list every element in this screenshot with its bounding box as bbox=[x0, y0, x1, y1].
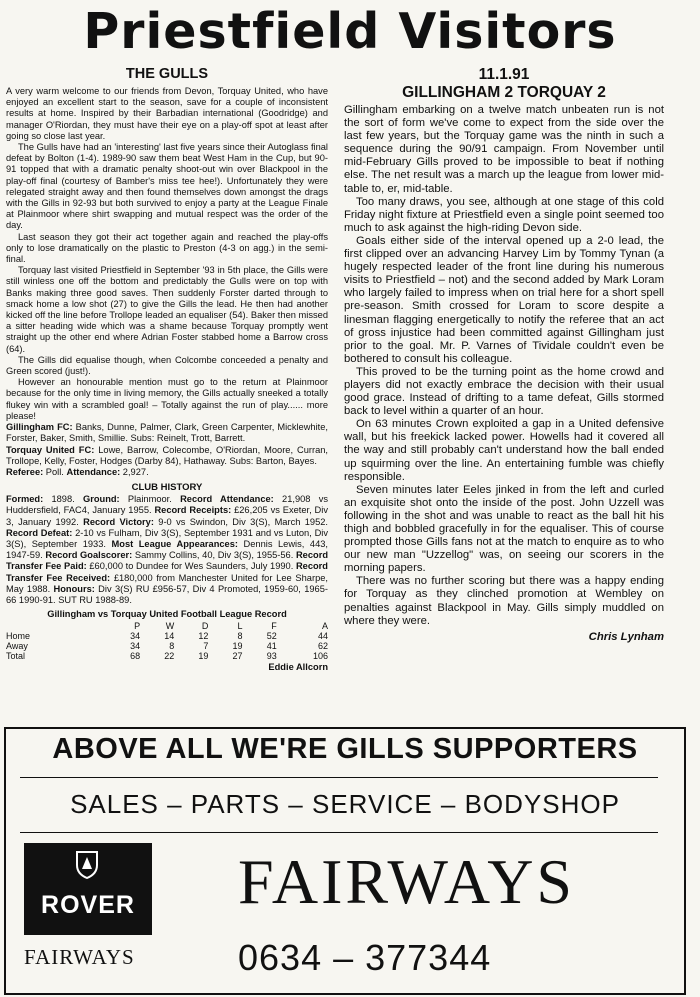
report-paragraph: Goals either side of the interval opened up a 2-0 lead, the first clipped over an advancing Harvey Lim by Tommy Tynan (a hugely respected leader of the front line during his numerous visits to Priestfield – not) and the second added by Mark Loram who largely failed to impress when on trial here for a short spell pre-season. Smith crossed for Loram to score despite a linesman flagging energetically to notify the referee that an act of gross injustice had been committed against Gillingham just prior to the goal. Mr. P. Varnes of Tividale couldn't even be bothered to consult his colleague. bbox=[344, 234, 664, 365]
page-title: Priestfield Visitors bbox=[83, 3, 617, 60]
fairways-small-logo: FAIRWAYS bbox=[24, 945, 135, 969]
gulls-paragraph: The Gulls have had an 'interesting' last five years since their Autoglass final defeat by Bolton (1-4). 1989-90 saw them beat West Ham in the Cup, but 90-91 topped that with a dramatic penalty shoot-out win over Blackpool in the play-off final (courtesy of Bamber's miss tee hee!). Unfortunately they were relegated straight away and then found themselves down amongst the drags with the Gills in 92-93 but both survived to enjoy a party at the League Finale at Plainmoor where shirt swapping and mutual respect was the order of the day. bbox=[6, 142, 328, 231]
match-report bbox=[344, 66, 664, 644]
gulls-heading: THE GULLS bbox=[125, 66, 209, 82]
rover-shield-icon bbox=[74, 849, 100, 879]
report-paragraph: This proved to be the turning point as the home crowd and players did not exactly embrace the decision with their usual good grace. Instead of drifting to a tame defeat, Gills stormed back to level within a quarter of an hour. bbox=[344, 365, 664, 418]
rover-logo bbox=[24, 843, 152, 935]
table-row: Home 34 14 12 8 52 44 bbox=[6, 631, 328, 642]
gulls-paragraph: Torquay last visited Priestfield in September '93 in 5th place, the Gills were still winless one off the bottom and predictably the Gulls were on top with Banks making three good saves. Then suddenly Forster darted through to smack home a low shot (27) to give the Gills the lead. He then had another kicked off the line before Trollope leaded an equaliser (54). Baker then missed a sitter heading wide which was a shame because Torquay promptly went straight up the other end where Adrian Foster stabbed home a Barrow cross (64). bbox=[6, 265, 328, 354]
gulls-paragraph: Last season they got their act together again and reached the play-offs only to lose dramatically on the plastic to Preston (4-3 on agg.) in the semi-final. bbox=[6, 231, 328, 265]
left-author: Eddie Allcorn bbox=[268, 662, 328, 673]
report-paragraph: Too many draws, you see, although at one stage of this cold Friday night fixture at Priestfield even a single point seemed too much to ask against the high-riding Devon side. bbox=[344, 195, 664, 234]
gillingham-team-line: Gillingham FC: Banks, Dunne, Palmer, Clark, Green Carpenter, Micklewhite, Forster, Baker, Smith, Smillie. Subs: Reinelt, Trott, Barrett. bbox=[6, 422, 329, 444]
report-paragraph: Seven minutes later Eeles jinked in from the left and curled an exquisite shot onto the inside of the post. John Uzzell was following in the shot and was unable to react as the ball hit his thigh and bobbled gracefully in for the equaliser. This of course prompted those Gills fans not at the match to enquire as to who our new man "Uzzellog" was, on seeing our scorers in the morning papers. bbox=[344, 483, 664, 575]
report-paragraph: There was no further scoring but there was a happy ending for Torquay as they clinched promotion at Wembley on penalties against Blackpool in May. Gills simply muddled on where they were. bbox=[344, 575, 664, 627]
club-history-text: Formed: 1898. Ground: Plainmoor. Record Attendance: 21,908 vs Huddersfield, FAC4, January 1955. Record Receipts: £26,205 vs Exeter, Div 3, January 1992. Record Victory: 9-0 vs Swindon, Div 3(S), March 1952. Record Defeat: 2-10 vs Fulham, Div 3(S), September 1931 and vs Luton, Div 3(S), September 1933. Most League Appearances: Dennis Lewis, 443, 1947-59. Record Goalscorer: Sammy Collins, 40, Div 3(S), 1955-56. Record Transfer Fee Paid: £60,000 to Dundee for Wes Saunders, July 1990. Record Transfer Fee Received: £180,000 from Manchester United for Lee Sharpe, May 1988. Honours: Div 3(S) RU £956-57, Div 4 Promoted, 1959-60, 1965-66 1990-91. SUT RU 1988-89. bbox=[6, 494, 329, 605]
table-row: Total 68 22 19 27 93 106 bbox=[6, 651, 328, 662]
referee-line: Referee: Poll. Attendance: 2,927. bbox=[6, 466, 149, 477]
advert-headline: ABOVE ALL WE'RE GILLS SUPPORTERS bbox=[52, 733, 638, 765]
advert-services: SALES – PARTS – SERVICE – BODYSHOP bbox=[70, 789, 620, 819]
club-history-heading: CLUB HISTORY bbox=[131, 482, 203, 494]
report-paragraph: Gillingham embarking on a twelve match unbeaten run is not the sort of form we've come to expect from the side over the last few years, but the Torquay game was the ninth in such a sequence during the 90/91 campaign. From November until mid-February Gills proved to be impossible to beat if nothing else. The net result was a march up the league from lower mid-table to, er, mid-table. bbox=[344, 104, 664, 195]
gulls-paragraph: The Gills did equalise though, when Colcombe conceeded a penalty and Green scored (just!). bbox=[6, 354, 328, 377]
league-record-title: Gillingham vs Torquay United Football League Record bbox=[47, 609, 287, 620]
fairways-large-name: FAIRWAYS bbox=[238, 846, 575, 917]
gulls-paragraph: A very warm welcome to our friends from Devon, Torquay United, who have enjoyed an excellent start to the season, save for a couple of inconsistent results at home. Inspired by their Barbadian international (Goodridge) and manager O'Riordan, they must have their eye on a play-off spot at least after going so close last year. bbox=[6, 86, 328, 141]
match-date: 11.1.91 bbox=[478, 66, 530, 83]
right-author: Chris Lynham bbox=[588, 630, 664, 643]
table-row: Away 34 8 7 19 41 62 bbox=[6, 641, 328, 652]
advert-divider bbox=[20, 832, 658, 833]
table-header-row: P W D L F A bbox=[134, 621, 328, 632]
fairways-advert bbox=[4, 727, 686, 995]
report-paragraph: On 63 minutes Crown exploited a gap in a United defensive wall, but his freekick lacked power. Howells had it covered all the way and still probably can't understand how the ball ended up squirming over the line. An entertaining fumble was chiefly responsible. bbox=[344, 418, 664, 483]
advert-divider bbox=[20, 777, 658, 778]
advert-phone-number: 0634 – 377344 bbox=[238, 937, 492, 978]
torquay-team-line: Torquay United FC: Lowe, Barrow, Colecombe, O'Riordan, Moore, Curran, Trollope, Kelly, Foster, Hodges (Darby 84), Hathaway. Subs: Barton, Bayes. bbox=[6, 444, 329, 466]
gulls-paragraph: However an honourable mention must go to the return at Plainmoor because for the only time in living memory, the Gills actually sneeked a totally flukey win with a scrambled goal! – Totally against the run of play...... more please! bbox=[6, 377, 328, 421]
gulls-article bbox=[6, 66, 328, 674]
rover-brand-text: ROVER bbox=[41, 891, 135, 919]
league-record-table bbox=[6, 621, 328, 661]
match-score-headline: GILLINGHAM 2 TORQUAY 2 bbox=[402, 84, 606, 101]
